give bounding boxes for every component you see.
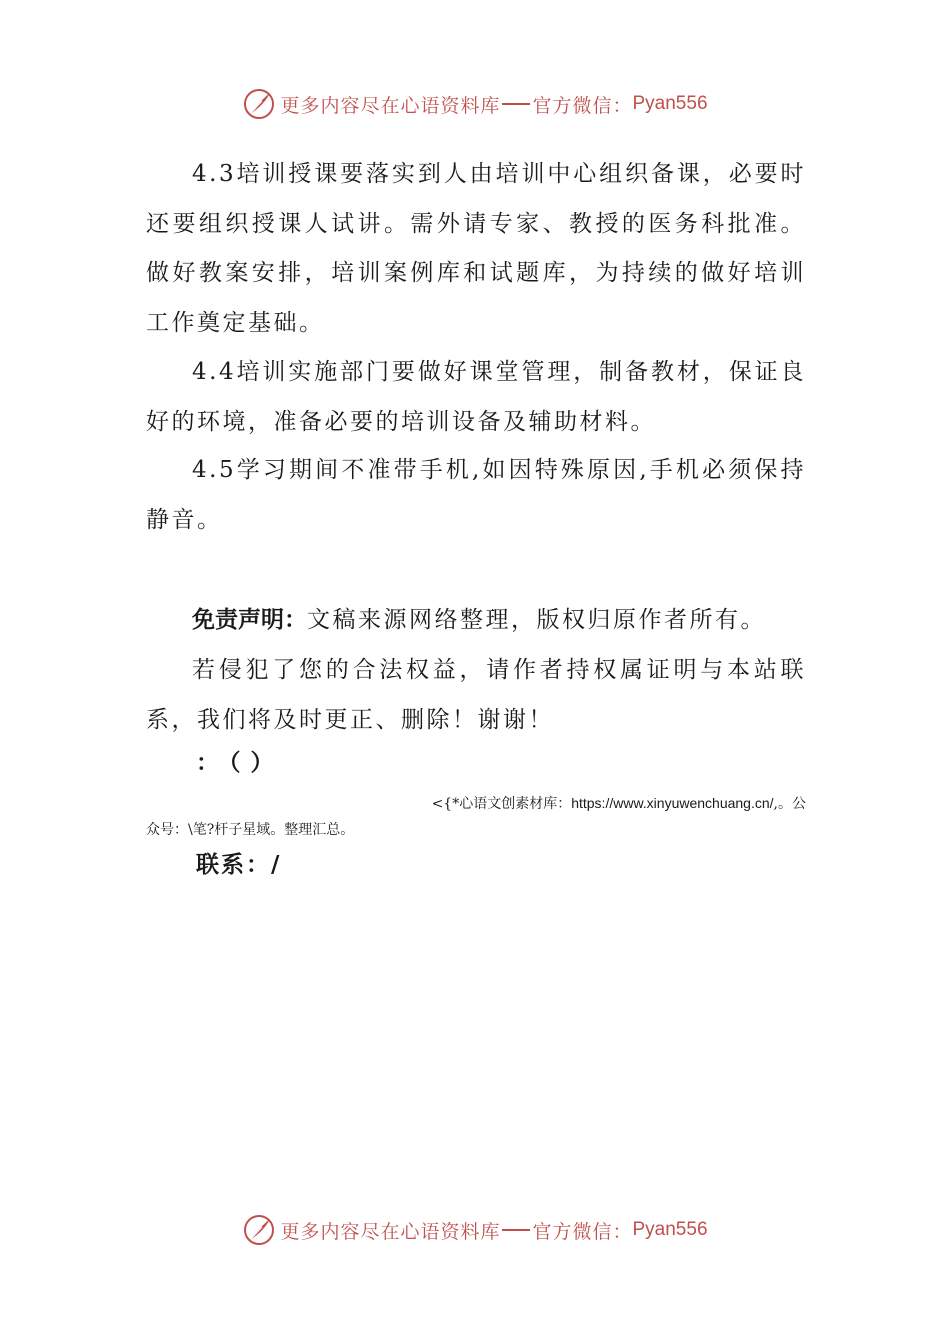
disclaimer-text: 文稿来源网络整理，版权归原作者所有。 [307, 607, 766, 633]
footer-brand: 更多内容尽在心语资料库 [280, 1220, 501, 1243]
paragraph-4-3: 4.3培训授课要落实到人由培训中心组织备课，必要时还要组织授课人试讲。需外请专家、教授的医务科批准。做好教案安排，培训案例库和试题库，为持续的做好培训工作奠定基础。 [146, 161, 806, 336]
source-url: https://www.xinyuwenchuang.cn/ [571, 795, 774, 811]
disclaimer [146, 596, 806, 646]
paragraph-4-4: 4.4培训实施部门要做好课堂管理，制备教材，保证良好的环境，准备必要的培训设备及辅助材料。 [146, 359, 806, 435]
footer-dash [502, 1229, 530, 1231]
header-wechat-label: 官方微信： [532, 94, 633, 117]
disclaimer-contact-request: 若侵犯了您的合法权益，请作者持权属证明与本站联系，我们将及时更正、删除！谢谢！ [146, 657, 806, 733]
feather-pen-icon [242, 87, 276, 121]
header-dash [502, 103, 530, 105]
footer-wechat-label: 官方微信： [532, 1220, 633, 1243]
page-footer [0, 1208, 950, 1252]
source-note: <{*心语文创素材库：https://www.xinyuwenchuang.cn/,。公 众号：\笔?杆子星域。整理汇总。 [146, 795, 806, 838]
header-brand: 更多内容尽在心语资料库 [280, 94, 501, 117]
feather-pen-icon [242, 1213, 276, 1247]
colon-paren-line: ：（） [196, 750, 284, 776]
header-wechat-id: Pyan556 [632, 93, 708, 114]
footer-wechat-id: Pyan556 [632, 1219, 708, 1240]
contact-line: 联系：/ [196, 852, 282, 878]
paragraph-4-5: 4.5学习期间不准带手机,如因特殊原因,手机必须保持静音。 [146, 457, 806, 533]
disclaimer-label: 免责声明： [192, 607, 307, 633]
page-header [0, 82, 950, 126]
